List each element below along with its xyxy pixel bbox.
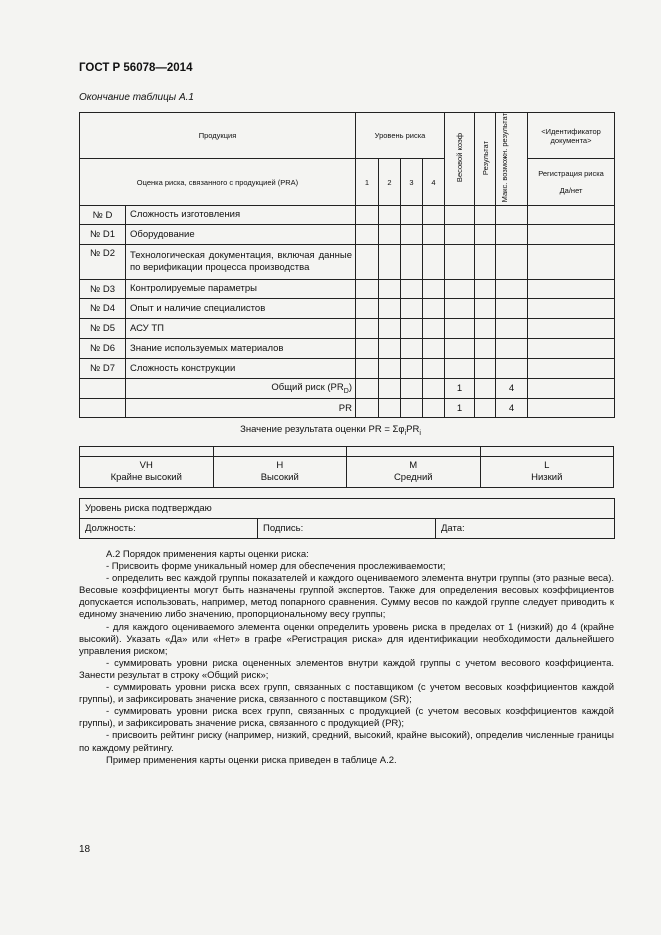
level-3-header: 3 xyxy=(401,159,423,206)
row-code: № D2 xyxy=(80,245,126,280)
row-code: № D4 xyxy=(80,299,126,319)
row-code: № D1 xyxy=(80,225,126,245)
col-identifier-header: <Идентификатор документа> xyxy=(528,113,615,159)
confirm-title: Уровень риска подтверждаю xyxy=(80,499,615,519)
row-name: Знание используемых материалов xyxy=(126,339,356,359)
pr-formula-text: Значение результата оценки PR = Σφ xyxy=(240,424,405,435)
row-name: Сложность изготовления xyxy=(126,206,356,225)
table-row xyxy=(80,339,615,359)
col-product-header: Продукция xyxy=(80,113,356,159)
pr-label: PR xyxy=(126,399,356,418)
level-name: Средний xyxy=(393,472,433,483)
pr-formula-sub1: i xyxy=(404,429,407,437)
row-code: № D xyxy=(80,206,126,225)
date-field[interactable]: Дата: xyxy=(436,519,615,539)
total-result: 1 xyxy=(445,379,475,399)
paragraph: - для каждого оцениваемого элемента оценки определить уровень риска в пределах от 1 (низкий) до 4 (крайне высокий). Указать «Да» или «Нет» в графе «Регистрация риска» для идентификации необходимости дальнейшего управления риском; xyxy=(79,621,614,657)
col-result-header: Результат xyxy=(480,140,490,175)
row-name: Опыт и наличие специалистов xyxy=(126,299,356,319)
pr-formula-mid: PR xyxy=(406,424,420,435)
position-field[interactable]: Должность: xyxy=(80,519,258,539)
col-risk-level-header: Уровень риска xyxy=(356,113,445,159)
level-cell-m xyxy=(347,457,481,488)
paragraph: А.2 Порядок применения карты оценки риска: xyxy=(106,549,309,560)
level-code: VH xyxy=(139,460,153,471)
row-code: № D7 xyxy=(80,359,126,379)
level-code: L xyxy=(544,460,550,471)
total-risk-sub: D xyxy=(343,388,349,396)
row-code: № D6 xyxy=(80,339,126,359)
risk-assessment-table xyxy=(79,112,615,418)
row-name: Контролируемые параметры xyxy=(126,280,356,299)
table-row xyxy=(80,225,615,245)
level-4-header: 4 xyxy=(423,159,445,206)
level-name: Низкий xyxy=(531,472,563,483)
pr-formula-sub2: i xyxy=(419,429,421,437)
paragraph: - Присвоить форме уникальный номер для обеспечения прослеживаемости; xyxy=(106,561,446,573)
col-max-header: Макс. возможн. результат xyxy=(499,113,509,203)
row-name: АСУ ТП xyxy=(126,319,356,339)
level-cell-vh xyxy=(80,457,214,488)
level-2-header: 2 xyxy=(379,159,401,206)
paragraph: - присвоить рейтинг риску (например, низкий, средний, высокий, крайне высокий), определив численные границы по каждому рейтингу. xyxy=(79,730,614,754)
table-row xyxy=(80,245,615,280)
total-max: 4 xyxy=(496,379,528,399)
paragraph: - суммировать уровни риска всех групп, связанных с поставщиком (с учетом весовых коэффициентов каждой группы), и зафиксировать значение риска, связанного с поставщиком (SR); xyxy=(79,682,614,706)
table-row xyxy=(80,280,615,299)
table-row xyxy=(80,299,615,319)
paragraph: - суммировать уровни риска всех групп, связанных с продукцией (с учетом весовых коэффициентов каждой группы), и зафиксировать значение риска, связанного с продукцией (PR); xyxy=(79,706,614,730)
signature-field[interactable]: Подпись: xyxy=(258,519,436,539)
table-row xyxy=(80,319,615,339)
col-yesno-header: Да/нет xyxy=(559,186,583,196)
row-code: № D5 xyxy=(80,319,126,339)
level-cell-h xyxy=(213,457,347,488)
risk-levels-table xyxy=(79,446,614,488)
row-name: Оборудование xyxy=(126,225,356,245)
pr-row xyxy=(80,399,615,418)
row-code: № D3 xyxy=(80,280,126,299)
total-risk-close: ) xyxy=(348,382,352,394)
level-1-header: 1 xyxy=(356,159,379,206)
paragraph: Пример применения карты оценки риска приведен в таблице А.2. xyxy=(106,754,397,766)
paragraph: - суммировать уровни риска оцененных элементов внутри каждой группы с учетом весового коэффициента. Занести результат в строку «Общий риск»; xyxy=(79,657,614,681)
level-name: Крайне высокий xyxy=(110,472,182,483)
document-header: ГОСТ Р 56078—2014 xyxy=(79,62,193,74)
pr-value-formula xyxy=(0,424,661,437)
pr-result: 1 xyxy=(445,399,475,418)
total-risk-label: Общий риск (PR xyxy=(271,382,344,394)
procedure-text xyxy=(79,549,614,767)
col-weight-header: Весовой коэф xyxy=(455,133,465,183)
confirmation-table xyxy=(79,498,615,539)
pra-subheader: Оценка риска, связанного с продукцией (PRA) xyxy=(80,159,356,206)
level-code: H xyxy=(276,460,284,471)
level-code: M xyxy=(409,460,418,471)
paragraph: - определить вес каждой группы показателей и каждого оцениваемого элемента внутри группы (это разные веса). Весовые коэффициенты могут быть назначены группой экспертов. Также для определения весовых коэффициентов допускается использовать, например, метод попарного сравнения. Сумму весов по каждой группе следует приводить к единому значению либо значению, пропорциональному весу группы; xyxy=(79,573,614,621)
row-name: Технологическая документация, включая данные по верификации процесса производства xyxy=(126,245,356,280)
table-caption: Окончание таблицы А.1 xyxy=(79,92,194,103)
table-row xyxy=(80,359,615,379)
page-number: 18 xyxy=(79,844,91,855)
col-registration-header: Регистрация риска xyxy=(538,169,604,179)
pr-max: 4 xyxy=(496,399,528,418)
row-name: Сложность конструкции xyxy=(126,359,356,379)
level-cell-l xyxy=(480,457,614,488)
level-name: Высокий xyxy=(260,472,299,483)
total-risk-row xyxy=(80,379,615,399)
table-row xyxy=(80,206,615,225)
